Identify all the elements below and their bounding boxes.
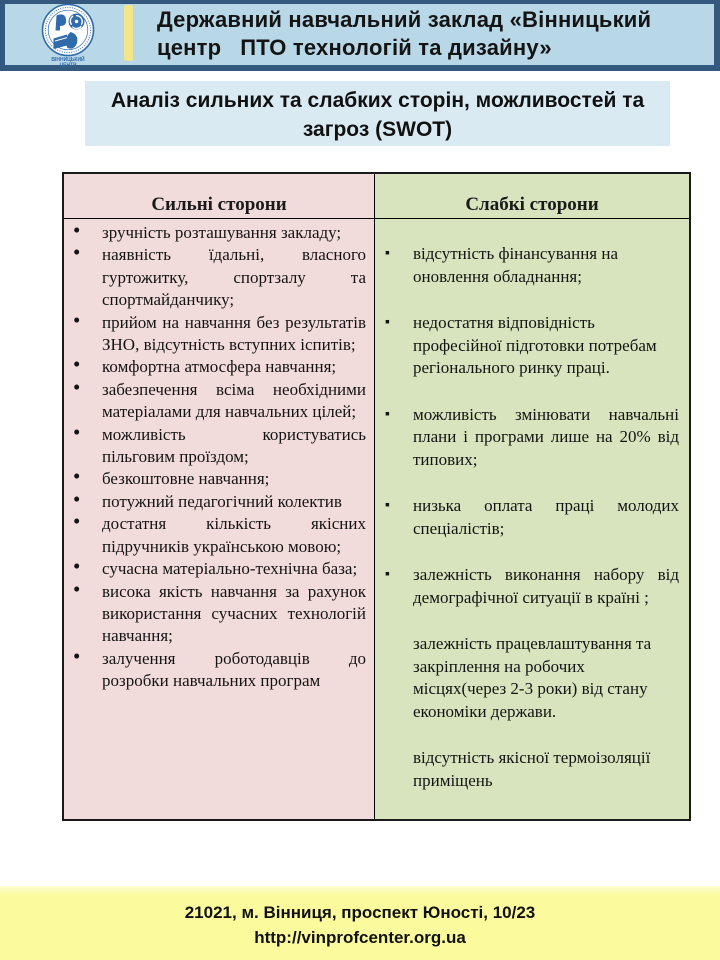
weakness-item: відсутність якісної термоізоляції приміщень xyxy=(413,748,651,790)
swot-table xyxy=(62,172,691,821)
institution-title-line2: центр ПТО технологій та дизайну» xyxy=(157,35,552,60)
institution-title xyxy=(157,6,709,62)
strength-item: • прийом на навчання без результатів ЗНО, відсутність вступних іспитів; xyxy=(70,312,366,357)
weakness-item: ▪ залежність виконання набору від демографічної ситуації в країні ; xyxy=(383,564,679,609)
logo-caption-line2: ЦЕНТР xyxy=(59,62,77,67)
strength-item: • безкоштовне навчання; xyxy=(70,468,366,490)
slide-title: Аналіз сильних та слабких сторін, можливостей та загроз (SWOT) xyxy=(85,81,670,146)
strength-item: • сучасна матеріально-технічна база; xyxy=(70,558,366,580)
weaknesses-list xyxy=(383,243,679,792)
weaknesses-cell xyxy=(375,219,689,819)
weakness-item: ▪ відсутність фінансування на оновлення обладнання; xyxy=(383,243,679,288)
weakness-item: ▪ недостатня відповідність професійної підготовки потребам регіонального ринку праці. xyxy=(383,312,679,380)
weakness-item: ▪ можливість змінювати навчальні плани і програми лише на 20% від типових; xyxy=(383,404,679,472)
footer-website[interactable]: http://vinprofcenter.org.ua xyxy=(254,928,466,947)
strength-item: • достатня кількість якісних підручників українською мовою; xyxy=(70,513,366,558)
footer-bar xyxy=(0,886,720,960)
weakness-item: залежність працевлаштування та закріплення на робочих місцях(через 2-3 роки) від стану економіки держави. xyxy=(413,634,652,721)
strength-item: • комфортна атмосфера навчання; xyxy=(70,356,366,378)
strength-item: • забезпечення всіма необхідними матеріалами для навчальних цілей; xyxy=(70,379,366,424)
strengths-list xyxy=(70,222,366,693)
strength-item: • можливість користуватись пільговим проїздом; xyxy=(70,424,366,469)
logo-caption-line1: ВІННИЦЬКИЙ xyxy=(51,57,85,64)
strength-item: • наявність їдальні, власного гуртожитку, спортзалу та спортмайданчику; xyxy=(70,244,366,311)
strength-item: • зручність розташування закладу; xyxy=(70,222,366,244)
weakness-item: ▪ низька оплата праці молодих спеціалістів; xyxy=(383,495,679,540)
institution-title-line1: Державний навчальний заклад «Вінницький xyxy=(157,7,652,32)
strength-item: • залучення роботодавців до розробки навчальних програм xyxy=(70,648,366,693)
footer-address: 21021, м. Вінниця, проспект Юності, 10/23 xyxy=(184,903,536,922)
weaknesses-column-header: Слабкі сторони xyxy=(375,174,689,219)
strength-item: • потужний педагогічний колектив xyxy=(70,491,366,513)
header-accent-bar xyxy=(124,5,133,61)
strengths-cell xyxy=(64,219,375,819)
institution-logo-icon xyxy=(22,3,114,67)
strengths-column-header: Сильні сторони xyxy=(64,174,375,219)
strength-item: • висока якість навчання за рахунок використання сучасних технологій навчання; xyxy=(70,581,366,648)
header-bar xyxy=(0,0,720,71)
